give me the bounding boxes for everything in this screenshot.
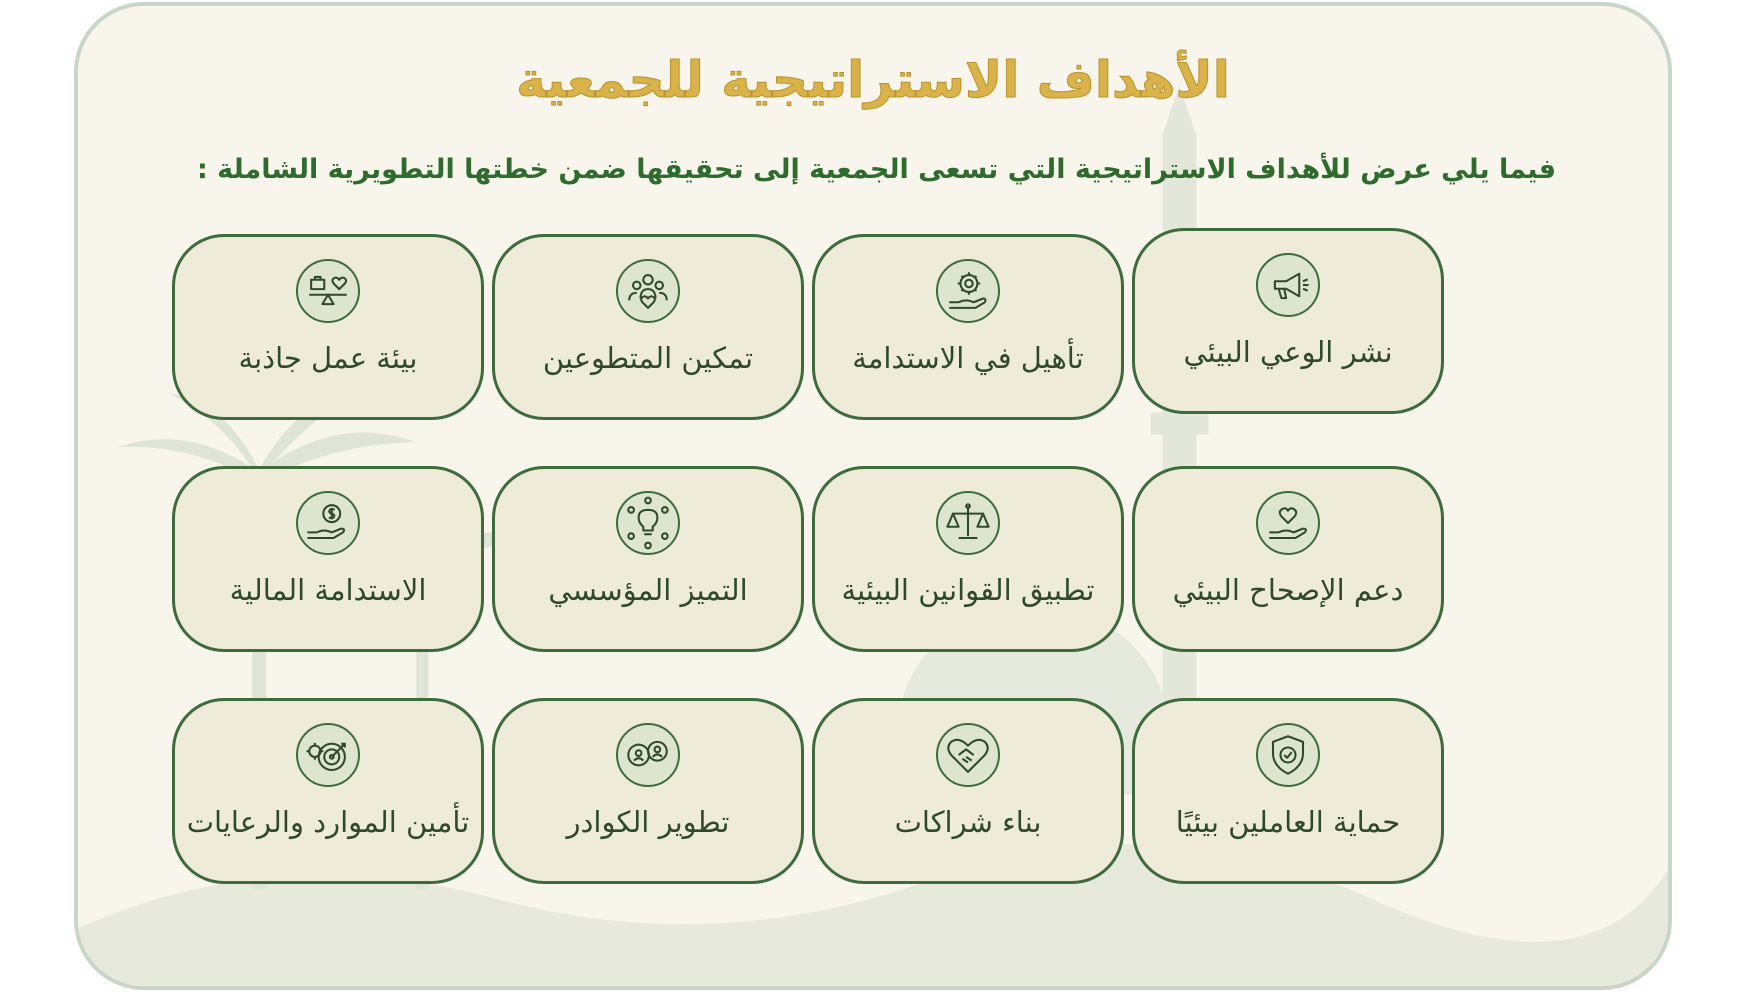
goal-label: بناء شراكات — [894, 805, 1042, 839]
people-gears-icon — [616, 723, 680, 787]
megaphone-icon — [1256, 253, 1320, 317]
goal-label: تأمين الموارد والرعايات — [186, 805, 470, 839]
lightbulb-network-icon — [616, 491, 680, 555]
goal-card-environmental-sanitation[interactable] — [1132, 466, 1444, 652]
infographic-frame — [74, 2, 1672, 990]
goal-card-partnerships[interactable] — [812, 698, 1124, 884]
goal-card-volunteers[interactable] — [492, 234, 804, 420]
page-title: الأهداف الاستراتيجية للجمعية — [516, 51, 1230, 109]
goal-card-awareness[interactable] — [1132, 228, 1444, 414]
hand-gear-icon — [936, 259, 1000, 323]
goal-card-financial-sustainability[interactable] — [172, 466, 484, 652]
target-gear-icon — [296, 723, 360, 787]
goal-label: تطوير الكوادر — [566, 805, 730, 839]
goal-card-staff-development[interactable] — [492, 698, 804, 884]
goal-card-environmental-laws[interactable] — [812, 466, 1124, 652]
handshake-heart-icon — [936, 723, 1000, 787]
hand-coin-icon — [296, 491, 360, 555]
work-life-balance-icon — [296, 259, 360, 323]
goal-label: تمكين المتطوعين — [542, 341, 754, 375]
goal-card-resources-sponsorships[interactable] — [172, 698, 484, 884]
goal-card-worker-protection[interactable] — [1132, 698, 1444, 884]
hand-heart-icon — [1256, 491, 1320, 555]
goal-label: نشر الوعي البيئي — [1183, 335, 1393, 369]
goal-label: الاستدامة المالية — [229, 573, 427, 607]
goal-card-institutional-excellence[interactable] — [492, 466, 804, 652]
goal-label: تأهيل في الاستدامة — [852, 341, 1084, 375]
scales-icon — [936, 491, 1000, 555]
goal-label: حماية العاملين بيئيًا — [1175, 805, 1401, 839]
goal-card-work-environment[interactable] — [172, 234, 484, 420]
shield-check-icon — [1256, 723, 1320, 787]
goal-label: تطبيق القوانين البيئية — [841, 573, 1095, 607]
page-subtitle: فيما يلي عرض للأهداف الاستراتيجية التي تسعى الجمعية إلى تحقيقها ضمن خطتها التطويرية الشاملة : — [196, 154, 1556, 185]
goal-card-sustainability-training[interactable] — [812, 234, 1124, 420]
goal-label: دعم الإصحاح البيئي — [1172, 573, 1404, 607]
goal-label: بيئة عمل جاذبة — [238, 341, 418, 375]
volunteers-heart-icon — [616, 259, 680, 323]
goal-label: التميز المؤسسي — [548, 573, 748, 607]
